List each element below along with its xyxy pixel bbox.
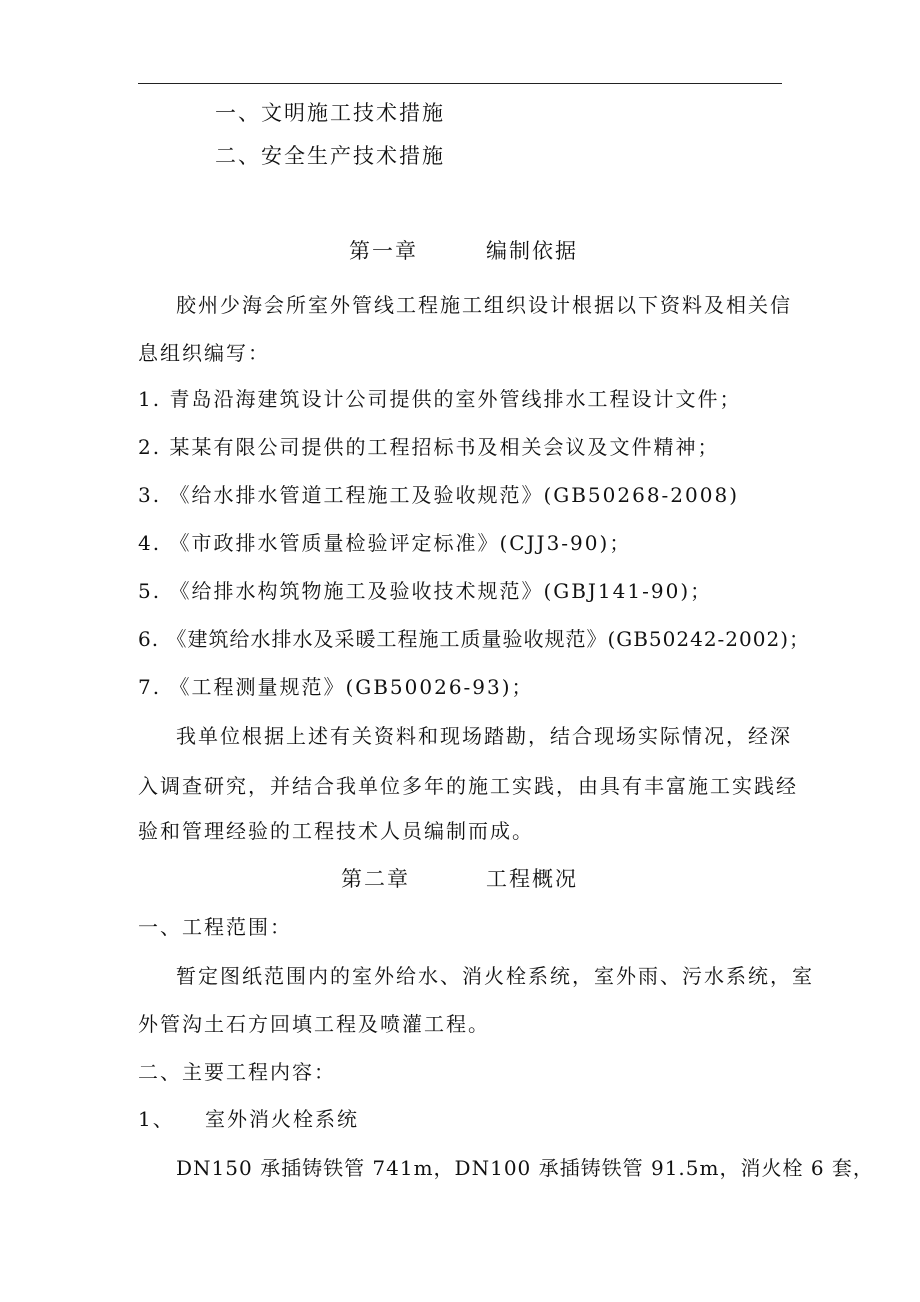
reference-item: 4. 《市政排水管质量检验评定标准》(CJJ3-90)；: [138, 531, 632, 555]
subsection-title: 室外消火栓系统: [205, 1107, 359, 1131]
chapter1-intro-line1: 胶州少海会所室外管线工程施工组织设计根据以下资料及相关信: [176, 293, 792, 317]
reference-item: 3. 《给水排水管道工程施工及验收规范》(GB50268-2008): [138, 483, 739, 507]
subsection-content: DN150 承插铸铁管 741m，DN100 承插铸铁管 91.5m，消火栓 6 套，: [176, 1156, 874, 1180]
toc-item-civilized-construction[interactable]: 一、文明施工技术措施: [215, 101, 445, 125]
reference-item: 5. 《给排水构筑物施工及验收技术规范》(GBJ141-90)；: [138, 579, 713, 603]
chapter1-conclusion-line3: 验和管理经验的工程技术人员编制而成。: [138, 819, 534, 843]
chapter1-intro-line2: 息组织编写：: [138, 341, 270, 365]
chapter1-title: 编制依据: [486, 239, 578, 263]
reference-item: 1. 青岛沿海建筑设计公司提供的室外管线排水工程设计文件；: [138, 387, 742, 411]
section-scope-line2: 外管沟土石方回填工程及喷灌工程。: [138, 1012, 490, 1036]
reference-item: 2. 某某有限公司提供的工程招标书及相关会议及文件精神；: [138, 435, 720, 459]
reference-item: 7. 《工程测量规范》(GB50026-93)；: [138, 675, 534, 699]
chapter2-number: 第二章: [341, 867, 410, 891]
chapter1-conclusion-line2: 入调查研究，并结合我单位多年的施工实践，由具有丰富施工实践经: [138, 774, 798, 798]
subsection-fire-hydrant: [138, 1106, 175, 1132]
section-content-title: 二、主要工程内容：: [138, 1060, 336, 1084]
section-scope-line1: 暂定图纸范围内的室外给水、消火栓系统，室外雨、污水系统，室: [176, 964, 814, 988]
chapter1-conclusion-line1: 我单位根据上述有关资料和现场踏勘，结合现场实际情况，经深: [176, 724, 792, 748]
toc-item-safety-production[interactable]: 二、安全生产技术措施: [215, 144, 445, 168]
reference-item: 6. 《建筑给水排水及采暖工程施工质量验收规范》(GB50242-2002)；: [138, 627, 810, 651]
section-scope-title: 一、工程范围：: [138, 915, 292, 939]
header-rule: [138, 83, 782, 84]
chapter2-title: 工程概况: [486, 867, 578, 891]
chapter1-number: 第一章: [349, 239, 418, 263]
subsection-number: 1、: [138, 1107, 175, 1131]
